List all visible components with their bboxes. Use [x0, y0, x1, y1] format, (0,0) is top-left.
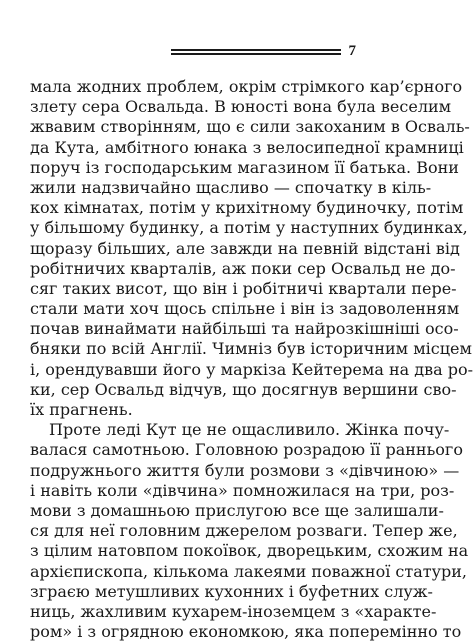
text-line: ки, сер Освальд відчув, що досягнув вершини сво- [30, 379, 457, 399]
text-line: мала жодних проблем, окрім стрімкого кар’єрного [30, 77, 463, 96]
text-line: зграєю метушливих кухонних і буфетних служ- [30, 581, 433, 601]
text-line: ниць, жахливим кухарем-іноземцем з «характе- [30, 601, 437, 621]
text-line: і, орендувавши його у маркіза Кейтерема на два ро- [30, 359, 473, 379]
text-line: щоразу більших, але завжди на певній відстані від [30, 238, 460, 258]
text-line: і навіть коли «дівчина» помножилася на три, роз- [30, 480, 455, 500]
text-line: архієпископа, кількома лакеями поважної статури, [30, 561, 468, 581]
text-line: злету сера Освальда. В юності вона була веселим [30, 97, 452, 117]
text-line: стали мати хоч щось спільне і він із задоволенням [30, 299, 460, 319]
text-line: да Кута, амбітного юнака з велосипедної крамниці [30, 137, 464, 157]
page-header [171, 44, 357, 59]
body-text [30, 77, 473, 642]
text-line: валася самотньою. Головною розрадою її раннього [30, 440, 463, 460]
text-line: ром» і з огрядною економкою, яка поперемінно то [30, 622, 462, 642]
text-line: кох кімнатах, потім у крихітному будиночку, потім [30, 198, 464, 218]
text-line: їх прагнень. [30, 400, 133, 419]
paragraph-2 [30, 420, 469, 642]
text-line: мови з домашньою прислугою все ще залишали- [30, 500, 444, 520]
text-line: з цілим натовпом покоївок, дворецьким, схожим на [30, 541, 469, 561]
header-double-rule [171, 48, 341, 56]
text-line: Проте леді Кут це не ощасливило. Жінка почу- [49, 420, 450, 440]
text-line: поруч із господарським магазином її батька. Вони [30, 157, 459, 177]
text-line: ся для неї головним джерелом розваги. Тепер же, [30, 521, 458, 541]
text-line: сяг таких висот, що він і робітничі квартали пере- [30, 278, 457, 298]
page-number: 7 [348, 43, 356, 59]
text-line: жили надзвичайно щасливо — спочатку в кіль- [30, 177, 432, 197]
text-line: подружнього життя були розмови з «дівчиною» — [30, 460, 460, 480]
text-line: жвавим створінням, що є сили закоханим в Осваль- [30, 117, 470, 137]
text-line: почав винаймати найбільші та найрозкішніші осо- [30, 319, 459, 339]
text-line: бняки по всій Англії. Чимніз був історичним місцем [30, 339, 472, 359]
text-line: у більшому будинку, а потім у наступних будинках, [30, 218, 468, 238]
text-line: робітничих кварталів, аж поки сер Освальд не до- [30, 258, 456, 278]
paragraph-1 [30, 77, 473, 420]
